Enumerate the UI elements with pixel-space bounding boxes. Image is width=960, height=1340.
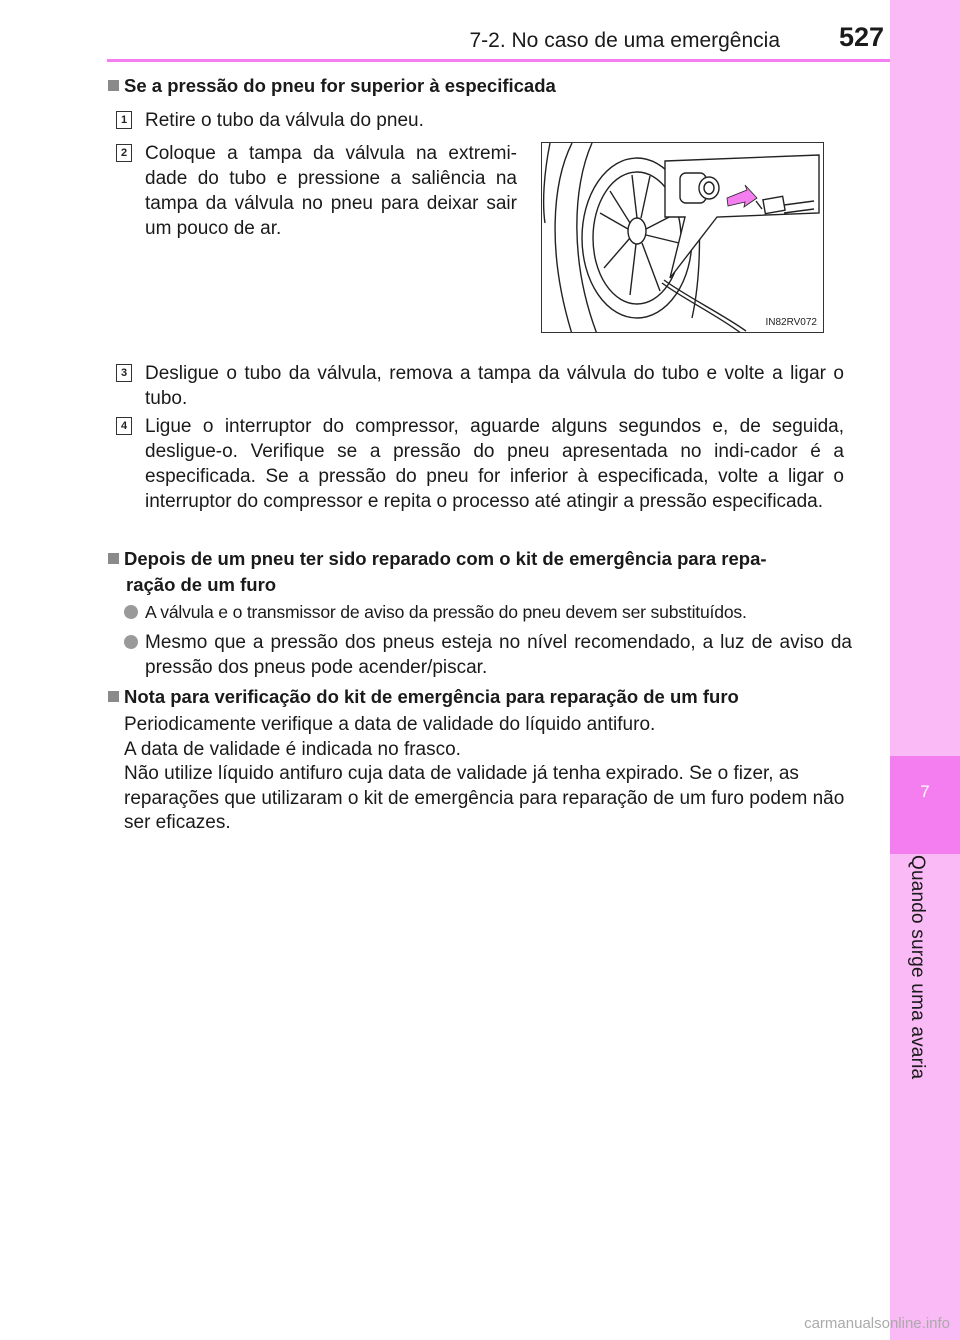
tire-valve-illustration	[541, 142, 824, 333]
kit-note-line: Não utilize líquido antifuro cuja data de validade já tenha expirado. Se o fizer, as reparações que utilizaram o kit de emergência para reparação de um furo podem não ser eficazes.	[124, 763, 845, 833]
step-number-box: 4	[116, 417, 132, 435]
tire-wheel-drawing	[542, 143, 824, 333]
heading-text-continued: ração de um furo	[126, 574, 277, 595]
heading-square-icon	[108, 691, 119, 702]
heading-high-pressure	[108, 73, 556, 99]
page-number: 527	[838, 22, 884, 52]
kit-note-line: A data de validade é indicada no frasco.	[124, 739, 461, 760]
heading-text: Nota para verificação do kit de emergência para reparação de um furo	[124, 686, 739, 707]
step-number-box: 2	[116, 144, 132, 162]
bullet-item	[126, 600, 852, 625]
heading-after-repair	[108, 546, 858, 598]
step-text: Retire o tubo da válvula do pneu.	[145, 110, 424, 131]
heading-square-icon	[108, 80, 119, 91]
step-text: Ligue o interruptor do compressor, aguarde alguns segundos e, de seguida, desligue-o. Verifique se a pressão do pneu apresentada no indi-cador é a especificada. Se a pressão do pneu for inferior à especificada, volte a ligar o interruptor do compressor e repita o processo até atingir a pressão especificada.	[145, 416, 844, 512]
section-title: 7-2. No caso de uma emergência	[469, 29, 780, 52]
heading-kit-note	[108, 684, 739, 710]
kit-note-line: Periodicamente verifique a data de validade do líquido antifuro.	[124, 714, 656, 735]
header-rule	[107, 59, 890, 62]
chapter-number: 7	[920, 782, 930, 801]
step-text: Coloque a tampa da válvula na extremi-dade do tubo e pressione a saliência na tampa da válvula no pneu para deixar sair um pouco de ar.	[145, 143, 517, 239]
bullet-item	[126, 630, 852, 680]
bullet-dot-icon	[124, 605, 138, 619]
chapter-number-box	[890, 756, 960, 854]
bullet-text: A válvula e o transmissor de aviso da pressão do pneu devem ser substituídos.	[145, 602, 747, 622]
bullet-dot-icon	[124, 635, 138, 649]
heading-text: Se a pressão do pneu for superior à especificada	[124, 75, 556, 96]
step-number-box: 1	[116, 111, 132, 129]
step-text: Desligue o tubo da válvula, remova a tampa da válvula do tubo e volte a ligar o tubo.	[145, 363, 844, 409]
heading-square-icon	[108, 553, 119, 564]
chapter-side-tab	[890, 0, 960, 1340]
site-watermark: carmanualsonline.info	[804, 1315, 950, 1332]
figure-code: IN82RV072	[765, 317, 817, 328]
heading-text: Depois de um pneu ter sido reparado com o kit de emergência para repa-	[124, 548, 767, 569]
step-number-box: 3	[116, 364, 132, 382]
bullet-text: Mesmo que a pressão dos pneus esteja no nível recomendado, a luz de aviso da pressão dos pneus pode acender/piscar.	[145, 632, 852, 678]
chapter-label: Quando surge uma avaria	[907, 855, 928, 1080]
